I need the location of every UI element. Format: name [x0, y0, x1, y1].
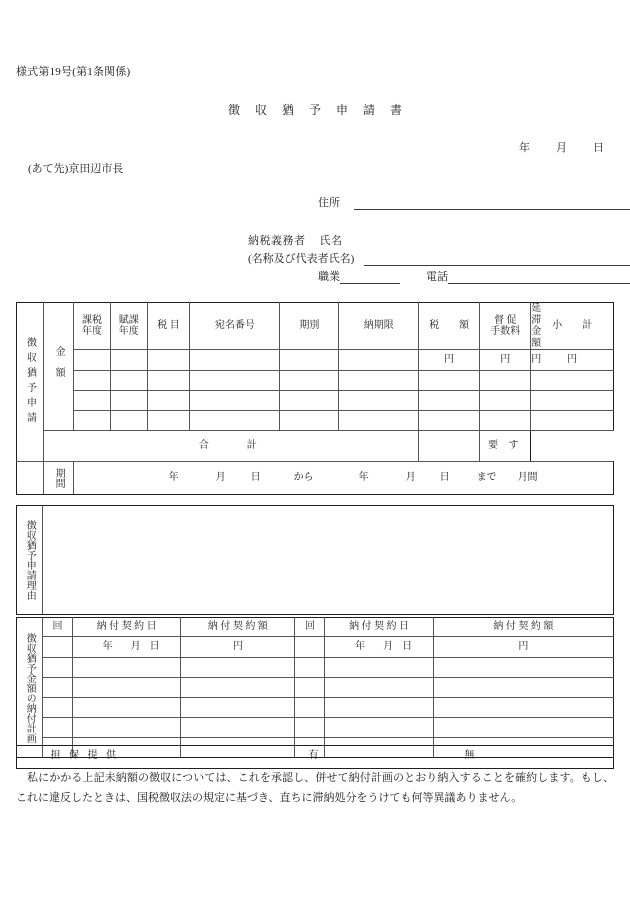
page-title: 徴 収 猶 予 申 請 書 [227, 103, 408, 117]
plan-header-contract-amount-right: 納 付 契 約 額 [433, 618, 613, 637]
period-day-label: 日 [250, 472, 261, 484]
cell-term[interactable] [280, 350, 339, 371]
cell-due-date[interactable] [339, 391, 419, 411]
cell-subtotal[interactable] [531, 411, 614, 431]
collateral-option-no[interactable]: 無 [464, 749, 475, 761]
cell-tax-amount[interactable] [419, 391, 480, 411]
cell-reminder-fee-unit[interactable]: 円 [480, 350, 531, 371]
amount-sub-label-cell [43, 303, 74, 431]
cell-address-number[interactable] [190, 371, 280, 391]
plan-side-label-cell [17, 618, 43, 758]
collateral-option-yes[interactable]: 有 [308, 749, 319, 761]
reason-table [16, 505, 614, 615]
cell-reminder-fee[interactable] [480, 391, 531, 411]
period-day2-label: 日 [439, 472, 450, 484]
amount-total-row [17, 431, 614, 462]
header-tax-item: 税 目 [147, 303, 190, 350]
plan-header-contract-amount-left: 納 付 契 約 額 [181, 618, 295, 637]
plan-cell-date-unit-right[interactable] [325, 637, 433, 658]
amount-blank-row [17, 371, 614, 391]
plan-cell-count[interactable] [43, 718, 73, 738]
cell-subtotal[interactable] [531, 371, 614, 391]
occupation-phone-row [318, 268, 630, 284]
cell-tax-amount[interactable] [419, 371, 480, 391]
amount-blank-row [17, 411, 614, 431]
cell-reminder-fee[interactable] [480, 371, 531, 391]
taxpayer-label: 納税義務者 [248, 235, 306, 247]
plan-cell-amount-right[interactable] [433, 678, 613, 698]
plan-cell-amount-right[interactable] [433, 658, 613, 678]
address-input-rule[interactable] [354, 198, 630, 210]
cell-address-number[interactable] [190, 350, 280, 371]
plan-unit-row [17, 637, 614, 658]
collateral-label: 担 保 提 供 [50, 749, 119, 761]
plan-cell-date-left[interactable] [73, 698, 181, 718]
amount-table [16, 302, 614, 495]
cell-due-date[interactable] [339, 350, 419, 371]
address-field-row [318, 194, 630, 210]
date-month-label: 月 [556, 142, 567, 154]
address-label: 住所 [318, 197, 340, 209]
reason-input-area[interactable] [43, 506, 614, 615]
plan-cell-count[interactable] [43, 637, 73, 658]
cell-due-date[interactable] [339, 411, 419, 431]
cell-levy-year[interactable] [110, 411, 147, 431]
amount-side-label: 徴収猶予申請 [24, 337, 36, 427]
cell-tax-year[interactable] [74, 411, 111, 431]
cell-term[interactable] [280, 391, 339, 411]
plan-cell-date-right[interactable] [325, 678, 433, 698]
cell-levy-year[interactable] [110, 350, 147, 371]
entity-label: (名称及び代表者氏名) [248, 253, 355, 265]
cell-tax-item[interactable] [147, 371, 190, 391]
plan-header-row [17, 618, 614, 637]
header-levy-year: 賦課 年度 [110, 303, 147, 350]
plan-cell-count[interactable] [43, 698, 73, 718]
plan-cell-date-right[interactable] [325, 718, 433, 738]
cell-tax-amount[interactable] [419, 411, 480, 431]
amount-period-row [17, 462, 614, 495]
plan-row [17, 718, 614, 738]
plan-cell-count[interactable] [295, 718, 325, 738]
addressee: (あて先)京田辺市長 [28, 163, 124, 175]
phone-input-rule[interactable] [448, 272, 630, 284]
header-reminder-fee: 督 促 手数料 [480, 303, 531, 350]
occupation-input-rule[interactable] [340, 272, 400, 284]
period-months-label: 月間 [517, 472, 538, 484]
header-due-date: 納期限 [339, 303, 419, 350]
plan-month-label: 月 [130, 641, 141, 653]
cell-subtotal-unit[interactable]: 円 [531, 350, 614, 371]
amount-blank-row [17, 391, 614, 411]
header-tax-year: 課税 年度 [74, 303, 111, 350]
cell-levy-year[interactable] [110, 371, 147, 391]
plan-cell-amount-left[interactable] [181, 678, 295, 698]
cell-tax-item[interactable] [147, 350, 190, 371]
plan-cell-amount-unit-left[interactable]: 円 [181, 637, 295, 658]
form-number: 様式第19号(第1条関係) [16, 66, 131, 78]
plan-cell-amount-left[interactable] [181, 658, 295, 678]
plan-cell-date-right[interactable] [325, 658, 433, 678]
period-value-row[interactable] [74, 462, 614, 495]
collateral-cell [17, 746, 614, 769]
name-input-rule[interactable] [364, 254, 630, 266]
agreement-paragraph: 私にかかる上記未納額の徴収については、これを承認し、併せて納付計画のとおり納入することを確約します。もし、これに違反したときは、国税徴収法の規定に基づき、直ちに滞納処分をうけても何等異議ありません。 [16, 772, 614, 805]
plan-day-label: 日 [149, 641, 160, 653]
payment-plan-table [16, 617, 614, 758]
plan-cell-date-unit-left[interactable] [73, 637, 181, 658]
reason-side-label: 徴収猶予申請理由 [24, 520, 36, 600]
period-year-label: 年 [168, 472, 179, 484]
period-from-label: から [293, 472, 314, 484]
plan-row [17, 678, 614, 698]
period-month-label: 月 [215, 472, 226, 484]
cell-levy-year[interactable] [110, 391, 147, 411]
cell-tax-item[interactable] [147, 411, 190, 431]
name-label: 氏名 [319, 235, 343, 247]
amount-unit-row: 円 円 円 円 [17, 350, 614, 371]
cell-tax-year[interactable] [74, 371, 111, 391]
plan-year-label: 年 [355, 641, 366, 653]
amount-header-row: 徴収猶予申請 金額 課税 年度 賦課 年度 税 目 宛名番号 期別 納期限 税 額 督 促 手数料 延滞金額 小 計 [17, 303, 614, 350]
cell-term[interactable] [280, 411, 339, 431]
plan-cell-count[interactable] [43, 678, 73, 698]
plan-cell-date-left[interactable] [73, 678, 181, 698]
plan-year-label: 年 [102, 641, 113, 653]
period-year2-label: 年 [358, 472, 369, 484]
occupation-label: 職業 [318, 271, 340, 283]
header-subtotal: 小 計 [531, 303, 614, 350]
date-year-label: 年 [519, 142, 530, 154]
cell-tax-year[interactable] [74, 391, 111, 411]
cell-address-number[interactable] [190, 411, 280, 431]
collateral-table [16, 745, 614, 769]
plan-cell-amount-left[interactable] [181, 698, 295, 718]
plan-row [17, 698, 614, 718]
period-sub-label-cell [43, 462, 74, 495]
plan-cell-amount-right[interactable] [433, 718, 613, 738]
taxpayer-name-row [248, 232, 343, 248]
cell-total-reminder-fee[interactable] [419, 431, 480, 462]
cell-term[interactable] [280, 371, 339, 391]
reason-row [17, 506, 614, 615]
plan-cell-amount-left[interactable] [181, 718, 295, 738]
collateral-row [17, 746, 614, 769]
reason-side-label-cell [17, 506, 43, 615]
cell-tax-year[interactable] [74, 350, 111, 371]
plan-header-count-right: 回 [295, 618, 325, 637]
cell-due-date[interactable] [339, 371, 419, 391]
entity-name-row [248, 250, 630, 266]
plan-header-contract-date-left: 納 付 契 約 日 [73, 618, 181, 637]
header-tax-amount: 税 額 [419, 303, 480, 350]
cell-tax-item[interactable] [147, 391, 190, 411]
header-address-number: 宛名番号 [190, 303, 280, 350]
period-until-label: まで [476, 472, 497, 484]
cell-tax-amount-unit[interactable]: 円 [419, 350, 480, 371]
plan-cell-count[interactable] [43, 658, 73, 678]
plan-cell-date-right[interactable] [325, 698, 433, 718]
collateral-inner [17, 746, 614, 769]
period-month2-label: 月 [405, 472, 416, 484]
amount-sub-label: 金額 [53, 345, 65, 388]
plan-cell-count[interactable] [295, 698, 325, 718]
plan-cell-date-left[interactable] [73, 658, 181, 678]
plan-cell-amount-right[interactable] [433, 698, 613, 718]
plan-row [17, 658, 614, 678]
plan-cell-date-left[interactable] [73, 718, 181, 738]
plan-day-label: 日 [402, 641, 413, 653]
plan-cell-count[interactable] [295, 658, 325, 678]
period-side-spacer [17, 462, 44, 495]
date-day-label: 日 [593, 142, 604, 154]
cell-address-number[interactable] [190, 391, 280, 411]
cell-subtotal[interactable] [531, 391, 614, 411]
plan-side-label: 徴収猶予金額の納付計画 [24, 632, 36, 743]
plan-month-label: 月 [383, 641, 394, 653]
total-label: 合 計 [43, 431, 419, 462]
plan-header-count-left: 回 [43, 618, 73, 637]
period-sub-label: 期間 [53, 468, 65, 488]
header-term: 期別 [280, 303, 339, 350]
plan-cell-count[interactable] [295, 637, 325, 658]
plan-header-contract-date-right: 納 付 契 約 日 [325, 618, 433, 637]
amount-side-label-cell [17, 303, 44, 462]
plan-cell-count[interactable] [295, 678, 325, 698]
required-label: 要 す [480, 431, 531, 462]
cell-reminder-fee[interactable] [480, 411, 531, 431]
submission-date-line [519, 139, 604, 155]
plan-cell-amount-unit-right[interactable]: 円 [433, 637, 613, 658]
phone-label: 電話 [426, 271, 448, 283]
